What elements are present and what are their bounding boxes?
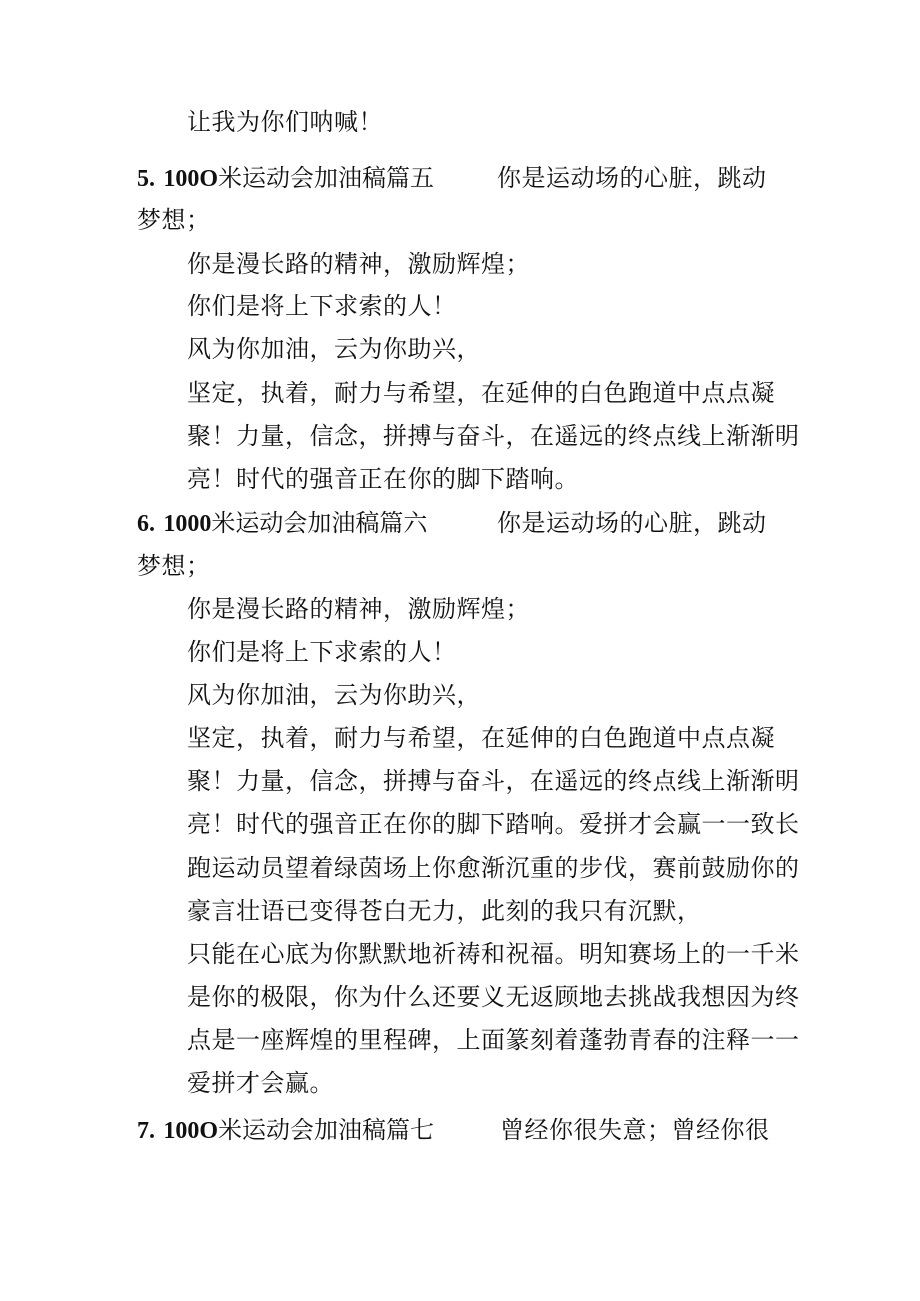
text-line: 你是漫长路的精神，激励辉煌； xyxy=(187,595,530,623)
text-line: 梦想； xyxy=(137,552,211,580)
section-title: 米运动会加油稿篇五 xyxy=(218,164,435,192)
section-5-heading xyxy=(137,162,434,195)
text-line: 你们是将上下求索的人！ xyxy=(187,638,457,666)
text-line: 只能在心底为你默默地祈祷和祝福。明知赛场上的一千米 xyxy=(187,940,800,968)
section-6-lead: 你是运动场的心脏，跳动 xyxy=(497,509,767,537)
text-line: 坚定，执着，耐力与希望，在延伸的白色跑道中点点凝 xyxy=(187,724,775,752)
section-title-number: 100O xyxy=(163,166,219,192)
text-line: 你是漫长路的精神，激励辉煌； xyxy=(187,250,530,278)
text-line: 跑运动员望着绿茵场上你愈渐沉重的步伐，赛前鼓励你的 xyxy=(187,854,800,882)
section-6-heading xyxy=(137,507,427,540)
text-line: 风为你加油，云为你助兴， xyxy=(187,335,481,363)
text-line: 亮！时代的强音正在你的脚下踏响。爱拼才会赢一一致长 xyxy=(187,810,800,838)
section-title-number: 100O xyxy=(163,1118,219,1144)
text-line: 聚！力量，信念，拼搏与奋斗，在遥远的终点线上渐渐明 xyxy=(187,767,800,795)
text-line: 让我为你们呐喊！ xyxy=(187,108,383,136)
section-number: 6. xyxy=(137,511,155,537)
text-line: 亮！时代的强音正在你的脚下踏响。 xyxy=(187,465,579,493)
section-title: 米运动会加油稿篇六 xyxy=(211,509,428,537)
section-7-lead: 曾经你很失意；曾经你很 xyxy=(500,1116,770,1144)
text-line: 聚！力量，信念，拼搏与奋斗，在遥远的终点线上渐渐明 xyxy=(187,422,800,450)
section-title: 米运动会加油稿篇七 xyxy=(218,1116,435,1144)
section-7-heading xyxy=(137,1114,434,1147)
text-line: 是你的极限，你为什么还要义无返顾地去挑战我想因为终 xyxy=(187,983,800,1011)
text-line: 点是一座辉煌的里程碑，上面篆刻着蓬勃青春的注释一一 xyxy=(187,1026,800,1054)
text-line: 你们是将上下求索的人！ xyxy=(187,292,457,320)
text-line: 爱拼才会赢。 xyxy=(187,1069,334,1097)
text-line: 坚定，执着，耐力与希望，在延伸的白色跑道中点点凝 xyxy=(187,379,775,407)
section-title-number: 1000 xyxy=(163,511,212,537)
section-number: 5. xyxy=(137,166,155,192)
text-line: 风为你加油，云为你助兴， xyxy=(187,681,481,709)
text-line: 豪言壮语已变得苍白无力，此刻的我只有沉默， xyxy=(187,897,702,925)
section-5-lead: 你是运动场的心脏，跳动 xyxy=(497,164,767,192)
section-number: 7. xyxy=(137,1118,155,1144)
text-line: 梦想； xyxy=(137,206,211,234)
